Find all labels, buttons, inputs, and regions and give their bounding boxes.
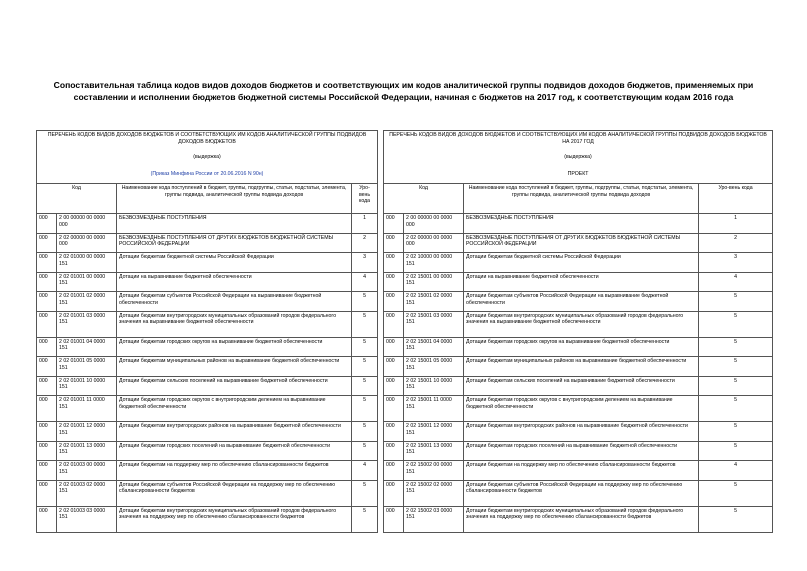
table-row (37, 292, 773, 312)
table-row (37, 480, 773, 506)
left-col-name-header: Наименование кода поступлений в бюджет, группы, подгруппы, статьи, подстатьи, элемента, группы подвида, аналитической группы подвида доходов (117, 184, 352, 214)
document-title (18, 79, 789, 103)
right-code-level: 2 (699, 233, 773, 253)
right-col-name-header: Наименование кода поступлений в бюджет, группы, подгруппы, статьи, подстатьи, элемента, группы подвида, аналитической группы подвида доходов (464, 184, 699, 214)
right-heading-cell (384, 131, 773, 184)
left-budget-code: 2 00 00000 00 0000 000 (57, 214, 117, 234)
right-code-name: Дотации бюджетам муниципальных районов на выравнивание бюджетной обеспеченности (464, 357, 699, 377)
left-admin-code: 000 (37, 311, 57, 337)
table-row (37, 396, 773, 422)
table-row (37, 311, 773, 337)
column-header-row (37, 184, 773, 214)
right-admin-code: 000 (384, 233, 404, 253)
right-admin-code: 000 (384, 506, 404, 532)
right-admin-code: 000 (384, 357, 404, 377)
left-budget-code: 2 02 01001 02 0000 151 (57, 292, 117, 312)
right-code-level: 5 (699, 441, 773, 461)
right-budget-code: 2 02 15001 02 0000 151 (404, 292, 464, 312)
document-title-line-2: составлении и исполнении бюджетов бюджетной системы Российской Федерации, начиная с бюджетов на 2017 год, к соответствующим кодам 2016 года (73, 92, 734, 102)
left-admin-code: 000 (37, 337, 57, 357)
right-code-name: БЕЗВОЗМЕЗДНЫЕ ПОСТУПЛЕНИЯ (464, 214, 699, 234)
left-budget-code: 2 02 01001 11 0000 151 (57, 396, 117, 422)
left-budget-code: 2 02 01000 00 0000 151 (57, 253, 117, 273)
left-excerpt: (выдержка) (193, 154, 221, 161)
right-code-name: БЕЗВОЗМЕЗДНЫЕ ПОСТУПЛЕНИЯ ОТ ДРУГИХ БЮДЖЕТОВ БЮДЖЕТНОЙ СИСТЕМЫ РОССИЙСКОЙ ФЕДЕРАЦИИ (464, 233, 699, 253)
table-row (37, 253, 773, 273)
right-draft-status: ПРОЕКТ (567, 170, 589, 177)
right-code-name: Дотации бюджетам субъектов Российской Федерации на поддержку мер по обеспечению сбалансированности бюджетов (464, 480, 699, 506)
right-budget-code: 2 02 15001 03 0000 151 (404, 311, 464, 337)
right-budget-code: 2 02 00000 00 0000 000 (404, 233, 464, 253)
left-code-name: Дотации бюджетам внутригородских районов на выравнивание бюджетной обеспеченности (117, 422, 352, 442)
left-code-level: 5 (352, 506, 378, 532)
right-code-level: 5 (699, 376, 773, 396)
right-code-name: Дотации бюджетам субъектов Российской Федерации на выравнивание бюджетной обеспеченности (464, 292, 699, 312)
left-code-level: 4 (352, 461, 378, 481)
right-budget-code: 2 02 15002 00 0000 151 (404, 461, 464, 481)
right-code-name: Дотации бюджетам бюджетной системы Российской Федерации (464, 253, 699, 273)
right-admin-code: 000 (384, 311, 404, 337)
left-budget-code: 2 02 01001 10 0000 151 (57, 376, 117, 396)
left-code-name: Дотации бюджетам субъектов Российской Федерации на поддержку мер по обеспечению сбалансированности бюджетов (117, 480, 352, 506)
right-admin-code: 000 (384, 376, 404, 396)
left-code-name: Дотации бюджетам субъектов Российской Федерации на выравнивание бюджетной обеспеченности (117, 292, 352, 312)
left-code-name: Дотации бюджетам городских поселений на выравнивание бюджетной обеспеченности (117, 441, 352, 461)
right-budget-code: 2 02 15002 02 0000 151 (404, 480, 464, 506)
right-code-name: Дотации бюджетам внутригородских муниципальных образований городов федерального значения на поддержку мер по обеспечению сбалансированности бюджетов (464, 506, 699, 532)
table-row (37, 461, 773, 481)
right-budget-code: 2 02 15001 04 0000 151 (404, 337, 464, 357)
right-budget-code: 2 02 15001 12 0000 151 (404, 422, 464, 442)
document-title-line-1: Сопоставительная таблица кодов видов доходов бюджетов и соответствующих им кодов аналитической группы подвидов доходов бюджетов, применяемых при (53, 80, 754, 90)
left-budget-code: 2 02 00000 00 0000 000 (57, 233, 117, 253)
table-row (37, 376, 773, 396)
right-code-level: 4 (699, 461, 773, 481)
table-row (37, 214, 773, 234)
left-budget-code: 2 02 01001 00 0000 151 (57, 272, 117, 292)
table-row (37, 441, 773, 461)
left-budget-code: 2 02 01001 03 0000 151 (57, 311, 117, 337)
left-code-level: 4 (352, 272, 378, 292)
right-code-name: Дотации бюджетам городских округов на выравнивание бюджетной обеспеченности (464, 337, 699, 357)
right-code-name: Дотации на выравнивание бюджетной обеспеченности (464, 272, 699, 292)
right-admin-code: 000 (384, 422, 404, 442)
right-excerpt: (выдержка) (564, 154, 592, 161)
left-col-code-header: Код (37, 184, 117, 214)
left-budget-code: 2 02 01001 12 0000 151 (57, 422, 117, 442)
right-code-level: 5 (699, 357, 773, 377)
left-col-level-header: Уро-вень кода (352, 184, 378, 214)
left-code-name: Дотации бюджетам городских округов на выравнивание бюджетной обеспеченности (117, 337, 352, 357)
table-row (37, 337, 773, 357)
table-heading-row (37, 131, 773, 184)
left-code-name: Дотации бюджетам внутригородских муниципальных образований городов федерального значения на выравнивание бюджетной обеспеченности (117, 311, 352, 337)
right-code-level: 5 (699, 422, 773, 442)
right-admin-code: 000 (384, 480, 404, 506)
left-code-name: Дотации бюджетам на поддержку мер по обеспечению сбалансированности бюджетов (117, 461, 352, 481)
right-code-name: Дотации бюджетам сельских поселений на выравнивание бюджетной обеспеченности (464, 376, 699, 396)
right-admin-code: 000 (384, 461, 404, 481)
left-code-name: БЕЗВОЗМЕЗДНЫЕ ПОСТУПЛЕНИЯ ОТ ДРУГИХ БЮДЖЕТОВ БЮДЖЕТНОЙ СИСТЕМЫ РОССИЙСКОЙ ФЕДЕРАЦИИ (117, 233, 352, 253)
right-code-name: Дотации бюджетам на поддержку мер по обеспечению сбалансированности бюджетов (464, 461, 699, 481)
right-admin-code: 000 (384, 337, 404, 357)
table-row (37, 272, 773, 292)
left-code-name: БЕЗВОЗМЕЗДНЫЕ ПОСТУПЛЕНИЯ (117, 214, 352, 234)
right-code-level: 5 (699, 311, 773, 337)
left-admin-code: 000 (37, 357, 57, 377)
right-code-name: Дотации бюджетам внутригородских муниципальных образований городов федерального значения на выравнивание бюджетной обеспеченности (464, 311, 699, 337)
left-admin-code: 000 (37, 461, 57, 481)
left-admin-code: 000 (37, 253, 57, 273)
right-heading: ПЕРЕЧЕНЬ КОДОВ ВИДОВ ДОХОДОВ БЮДЖЕТОВ И СООТВЕТСТВУЮЩИХ ИМ КОДОВ АНАЛИТИЧЕСКОЙ ГРУППЫ ПОДВИДОВ ДОХОДОВ БЮДЖЕТОВ НА 2017 ГОД (389, 132, 767, 145)
left-budget-code: 2 02 01001 04 0000 151 (57, 337, 117, 357)
table-row (37, 357, 773, 377)
right-code-level: 5 (699, 292, 773, 312)
left-code-name: Дотации бюджетам бюджетной системы Российской Федерации (117, 253, 352, 273)
right-code-name: Дотации бюджетам городских поселений на выравнивание бюджетной обеспеченности (464, 441, 699, 461)
left-code-name: Дотации бюджетам городских округов с внутригородским делением на выравнивание бюджетной обеспеченности (117, 396, 352, 422)
left-admin-code: 000 (37, 376, 57, 396)
table-body (37, 131, 773, 533)
left-admin-code: 000 (37, 292, 57, 312)
right-admin-code: 000 (384, 292, 404, 312)
left-code-level: 3 (352, 253, 378, 273)
left-budget-code: 2 02 01001 13 0000 151 (57, 441, 117, 461)
right-code-level: 5 (699, 396, 773, 422)
right-budget-code: 2 02 10000 00 0000 151 (404, 253, 464, 273)
left-code-level: 5 (352, 357, 378, 377)
left-code-level: 5 (352, 311, 378, 337)
table-row (37, 233, 773, 253)
left-heading: ПЕРЕЧЕНЬ КОДОВ ВИДОВ ДОХОДОВ БЮДЖЕТОВ И СООТВЕТСТВУЮЩИХ ИМ КОДОВ АНАЛИТИЧЕСКОЙ ГРУППЫ ПОДВИДОВ ДОХОДОВ БЮДЖЕТОВ (47, 132, 367, 145)
left-code-name: Дотации на выравнивание бюджетной обеспеченности (117, 272, 352, 292)
right-budget-code: 2 02 15001 10 0000 151 (404, 376, 464, 396)
right-code-level: 5 (699, 506, 773, 532)
right-budget-code: 2 02 15001 00 0000 151 (404, 272, 464, 292)
left-heading-cell (37, 131, 378, 184)
right-code-name: Дотации бюджетам внутригородских районов на выравнивание бюджетной обеспеченности (464, 422, 699, 442)
left-admin-code: 000 (37, 272, 57, 292)
left-code-name: Дотации бюджетам внутригородских муниципальных образований городов федерального значения на поддержку мер по обеспечению сбалансированности бюджетов (117, 506, 352, 532)
table-row (37, 506, 773, 532)
left-admin-code: 000 (37, 214, 57, 234)
left-budget-code: 2 02 01003 02 0000 151 (57, 480, 117, 506)
right-budget-code: 2 02 15001 05 0000 151 (404, 357, 464, 377)
comparison-table (36, 130, 773, 533)
left-budget-code: 2 02 01003 00 0000 151 (57, 461, 117, 481)
right-admin-code: 000 (384, 253, 404, 273)
right-code-level: 4 (699, 272, 773, 292)
right-col-level-header: Уро-вень кода (699, 184, 773, 214)
left-code-level: 5 (352, 376, 378, 396)
left-admin-code: 000 (37, 396, 57, 422)
right-admin-code: 000 (384, 441, 404, 461)
left-code-level: 2 (352, 233, 378, 253)
right-code-name: Дотации бюджетам городских округов с внутригородским делением на выравнивание бюджетной обеспеченности (464, 396, 699, 422)
right-budget-code: 2 00 00000 00 0000 000 (404, 214, 464, 234)
right-code-level: 1 (699, 214, 773, 234)
left-code-level: 1 (352, 214, 378, 234)
table-row (37, 422, 773, 442)
left-order-reference: (Приказ Минфина России от 20.06.2016 N 90н) (150, 170, 264, 177)
left-code-level: 5 (352, 292, 378, 312)
right-code-level: 3 (699, 253, 773, 273)
right-budget-code: 2 02 15002 03 0000 151 (404, 506, 464, 532)
left-admin-code: 000 (37, 422, 57, 442)
right-col-code-header: Код (384, 184, 464, 214)
left-code-level: 5 (352, 396, 378, 422)
right-code-level: 5 (699, 337, 773, 357)
left-code-name: Дотации бюджетам муниципальных районов на выравнивание бюджетной обеспеченности (117, 357, 352, 377)
left-code-level: 5 (352, 422, 378, 442)
left-admin-code: 000 (37, 441, 57, 461)
left-budget-code: 2 02 01001 05 0000 151 (57, 357, 117, 377)
right-code-level: 5 (699, 480, 773, 506)
right-budget-code: 2 02 15001 13 0000 151 (404, 441, 464, 461)
left-admin-code: 000 (37, 506, 57, 532)
right-admin-code: 000 (384, 272, 404, 292)
left-budget-code: 2 02 01003 03 0000 151 (57, 506, 117, 532)
right-admin-code: 000 (384, 396, 404, 422)
left-admin-code: 000 (37, 480, 57, 506)
left-code-level: 5 (352, 441, 378, 461)
left-code-name: Дотации бюджетам сельских поселений на выравнивание бюджетной обеспеченности (117, 376, 352, 396)
left-admin-code: 000 (37, 233, 57, 253)
left-code-level: 5 (352, 480, 378, 506)
right-admin-code: 000 (384, 214, 404, 234)
left-code-level: 5 (352, 337, 378, 357)
right-budget-code: 2 02 15001 11 0000 151 (404, 396, 464, 422)
